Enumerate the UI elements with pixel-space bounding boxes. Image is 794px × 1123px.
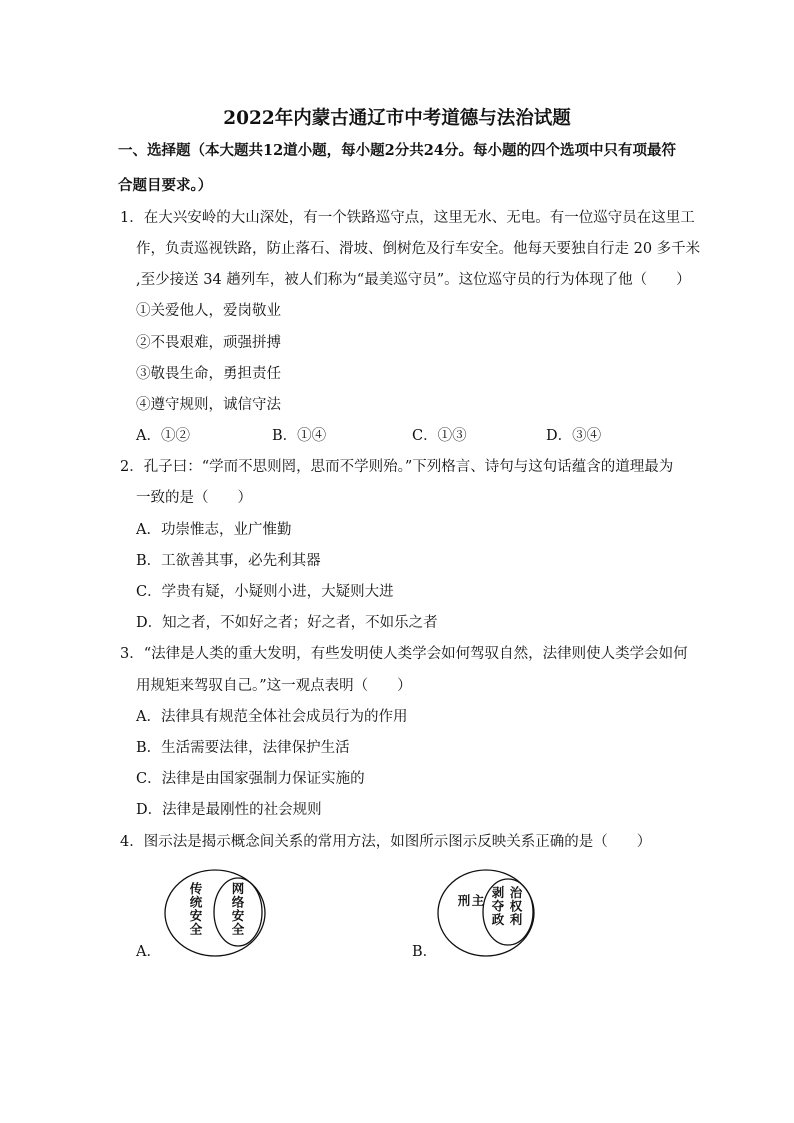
q1-statement-2: ②不畏艰难，顽强拼搏 — [136, 335, 281, 351]
q2-line2: 一致的是（ ） — [136, 490, 252, 506]
section-heading-line1: 一、选择题（本大题共12道小题，每小题2分共24分。每小题的四个选项中只有项最符 — [118, 142, 676, 159]
page-title: 2022年内蒙古通辽市中考道德与法治试题 — [223, 108, 571, 129]
q2-option-c: C．学贵有疑，小疑则小进，大疑则大进 — [136, 584, 394, 600]
q1-line2: 作，负责巡视铁路，防止落石、滑坡、倒树危及行车安全。他每天要独自行走 20 多千米 — [136, 241, 701, 257]
q1-option-b: B．①④ — [272, 428, 327, 444]
q3-option-c: C．法律是由国家强制力保证实施的 — [136, 771, 365, 787]
q1-line1: 1．在大兴安岭的大山深处，有一个铁路巡守点，这里无水、无电。有一位巡守员在这里工 — [120, 210, 695, 226]
q4-diagram-a — [160, 868, 270, 958]
q4-diagram-b — [434, 868, 544, 958]
diagram-a-outer-label: 传统安全 — [188, 882, 203, 936]
section-heading-line2: 合题目要求。） — [118, 177, 213, 194]
venn-diagram-a — [160, 868, 270, 958]
q3-option-b: B．生活需要法律，法律保护生活 — [136, 740, 350, 756]
diagram-b-inner-label-right: 治权利 — [508, 886, 523, 927]
q1-option-d: D．③④ — [546, 428, 602, 444]
q1-option-c: C．①③ — [412, 428, 467, 444]
q3-line1: 3．“法律是人类的重大发明，有些发明使人类学会如何驾驭自然，法律则使人类学会如何 — [120, 646, 688, 662]
q1-option-a: A．①② — [136, 428, 190, 444]
q1-statement-3: ③敬畏生命，勇担责任 — [136, 366, 281, 382]
q2-option-d: D．知之者，不如好之者；好之者，不如乐之者 — [136, 615, 438, 631]
q3-option-d: D．法律是最刚性的社会规则 — [136, 802, 322, 818]
q1-line3: ,至少接送 34 趟列车，被人们称为“最美巡守员”。这位巡守员的行为体现了他（ ） — [136, 272, 691, 288]
q4-diagram-b-label: B． — [412, 944, 438, 960]
q4-line1: 4．图示法是揭示概念间关系的常用方法，如图所示图示反映关系正确的是（ ） — [120, 834, 652, 850]
q1-statement-1: ①关爱他人，爱岗敬业 — [136, 303, 281, 319]
q1-statement-4: ④遵守规则，诚信守法 — [136, 397, 281, 413]
q2-option-b: B．工欲善其事，必先利其器 — [136, 553, 321, 569]
diagram-a-inner-label: 网络安全 — [230, 882, 245, 936]
q2-line1: 2．孔子曰：“学而不思则罔，思而不学则殆。”下列格言、诗句与这句话蕴含的道理最为 — [120, 459, 674, 475]
diagram-b-inner-label-left: 剥夺政 — [490, 886, 505, 927]
diagram-b-outer-label: 主刑 — [456, 894, 485, 915]
venn-diagram-b — [434, 868, 544, 958]
q4-diagram-a-label: A． — [136, 944, 161, 960]
q3-line2: 用规矩来驾驭自己。”这一观点表明（ ） — [136, 678, 412, 694]
q3-option-a: A．法律具有规范全体社会成员行为的作用 — [136, 709, 408, 725]
q2-option-a: A．功崇惟志，业广惟勤 — [136, 522, 292, 538]
